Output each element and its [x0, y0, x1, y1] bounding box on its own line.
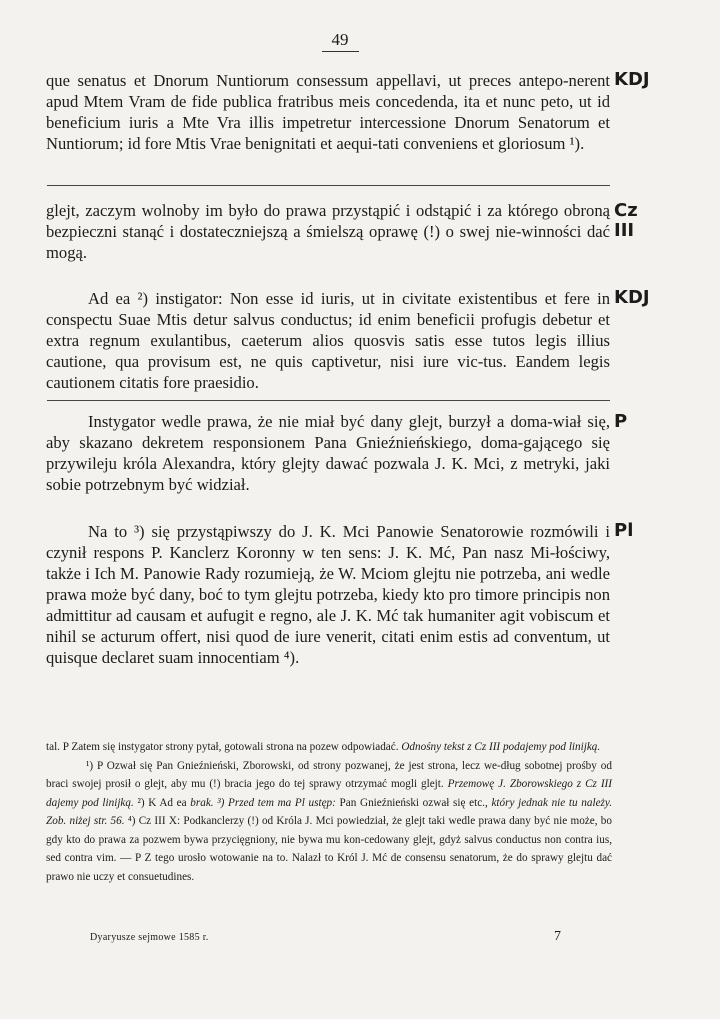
- paragraph-5-text: Na to ³) się przystąpiwszy do J. K. Mci Panowie Senatorowie rozmówili i czynił respons P. Kanclerz Koronny w ten sens: J. K. Mć, Pan nasz Mi-łościwy, także i Ich M. Panowie Rady rozumieją, że W. Mciom glejtu nie potrzeba, ani wedle prawa może być dany, boć to tym glejtu potrzeba, kiedy kto pro timore principis non admittitur ad causam et aufugit e regno, ale J. K. Mć tak humaniter agit vobiscum et nihil se acturum offert, nisi quod de iure venerit, citati enim estis ad conventum, ut quisque declaret suam innocentiam ⁴).: [46, 522, 610, 667]
- page-number: 49: [0, 30, 680, 50]
- paragraph-5: [46, 521, 610, 668]
- margin-siglum-kdj-2: KDJ: [614, 287, 650, 308]
- margin-siglum-kdj-1: KDJ: [614, 69, 650, 90]
- paragraph-4: [46, 411, 610, 495]
- margin-siglum-cz: Cz: [614, 200, 638, 221]
- paragraph-2: [46, 200, 610, 263]
- footnote-1: ¹) P Ozwał się Pan Gnieźnieński, Zborowski, od strony pozwanej, że jest strona, lecz we-dług sobotnej prośby od braci swojej prosił o glejt, aby mu (!) bracia jego do tej sprawy otrzymać mogli glejt. Przemowę J. Zborowskiego z Cz III dajemy pod linijką. ²) K Ad ea brak. ³) Przed tem ma Pl ustęp: Pan Gnieźnieński ozwał się etc., który jednak nie tu należy. Zob. niżej str. 56. ⁴) Cz III X: Podkanclerzy (!) od Króla J. Mci powiedział, że glejt taki wedle prawa dany być nie może, bo gdy kto do prawa za pozwem bywa przycięgniony, nie bywa mu kon-cedowany glejt, gdyż salvus conductus non contra ius, sed contra vim. — P Z tego urosło wotowanie na to. Nalazł to Król J. Mć de consensu senatorum, że do sprawy glejtu dać prawo nie uczy et consuetudines.: [46, 759, 613, 883]
- paragraph-2-text: glejt, zaczym wolnoby im było do prawa przystąpić i odstąpić i za którego obroną bezpieczni stanąć i dostateczniejszą a śmielszą oprawę (!) o swej nie-winności dać mogą.: [46, 201, 610, 262]
- paragraph-1-text: que senatus et Dnorum Nuntiorum consessum appellavi, ut preces antepo-nerent apud Mtem Vram de fide publica fratribus meis concedenda, ita et nunc peto, ut id beneficium iuris a Mte Vra illis impetretur intercessione Dnorum Senatorum et Nuntiorum; id fore Mtis Vrae benignitati et aequi-tati conveniens et gloriosum ¹).: [46, 71, 610, 153]
- footnotes: [46, 738, 612, 886]
- divider-2: [47, 400, 610, 401]
- book-title-footer: Dyaryusze sejmowe 1585 r.: [90, 932, 209, 943]
- paragraph-1: [46, 70, 610, 154]
- paragraph-4-text: Instygator wedle prawa, że nie miał być dany glejt, burzył a doma-wiał się, aby skazano dekretem responsionem Pana Gnieźnieńskiego, doma-gającego się przywileju króla Alexandra, który glejty dawać pozwala J. K. Mci, z metryki, jaki sobie potrzebnym być widział.: [46, 412, 610, 494]
- margin-siglum-iii: III: [614, 220, 635, 241]
- margin-siglum-p: P: [614, 411, 628, 432]
- footnote-intro: tal. P Zatem się instygator strony pytał, gotowali strona na pozew odpowiadać. Odnośny tekst z Cz III podajemy pod linijką.: [46, 741, 601, 753]
- divider-1: [47, 185, 610, 186]
- paragraph-3-text: Ad ea ²) instigator: Non esse id iuris, ut in civitate existentibus et fere in conspectu Suae Mtis detur salvus conductus; id enim beneficii profugis debetur et extra regnum exulantibus, caeterum alios quosvis satis esse tutos legis illius cautione, qua provisum est, ne quis captivetur, nisi iure vic-tus. Eandem legis cautionem citatis fore praesidio.: [46, 289, 610, 392]
- signature-mark: 7: [554, 929, 561, 944]
- paragraph-3: [46, 288, 610, 393]
- margin-siglum-pl: Pl: [614, 520, 634, 541]
